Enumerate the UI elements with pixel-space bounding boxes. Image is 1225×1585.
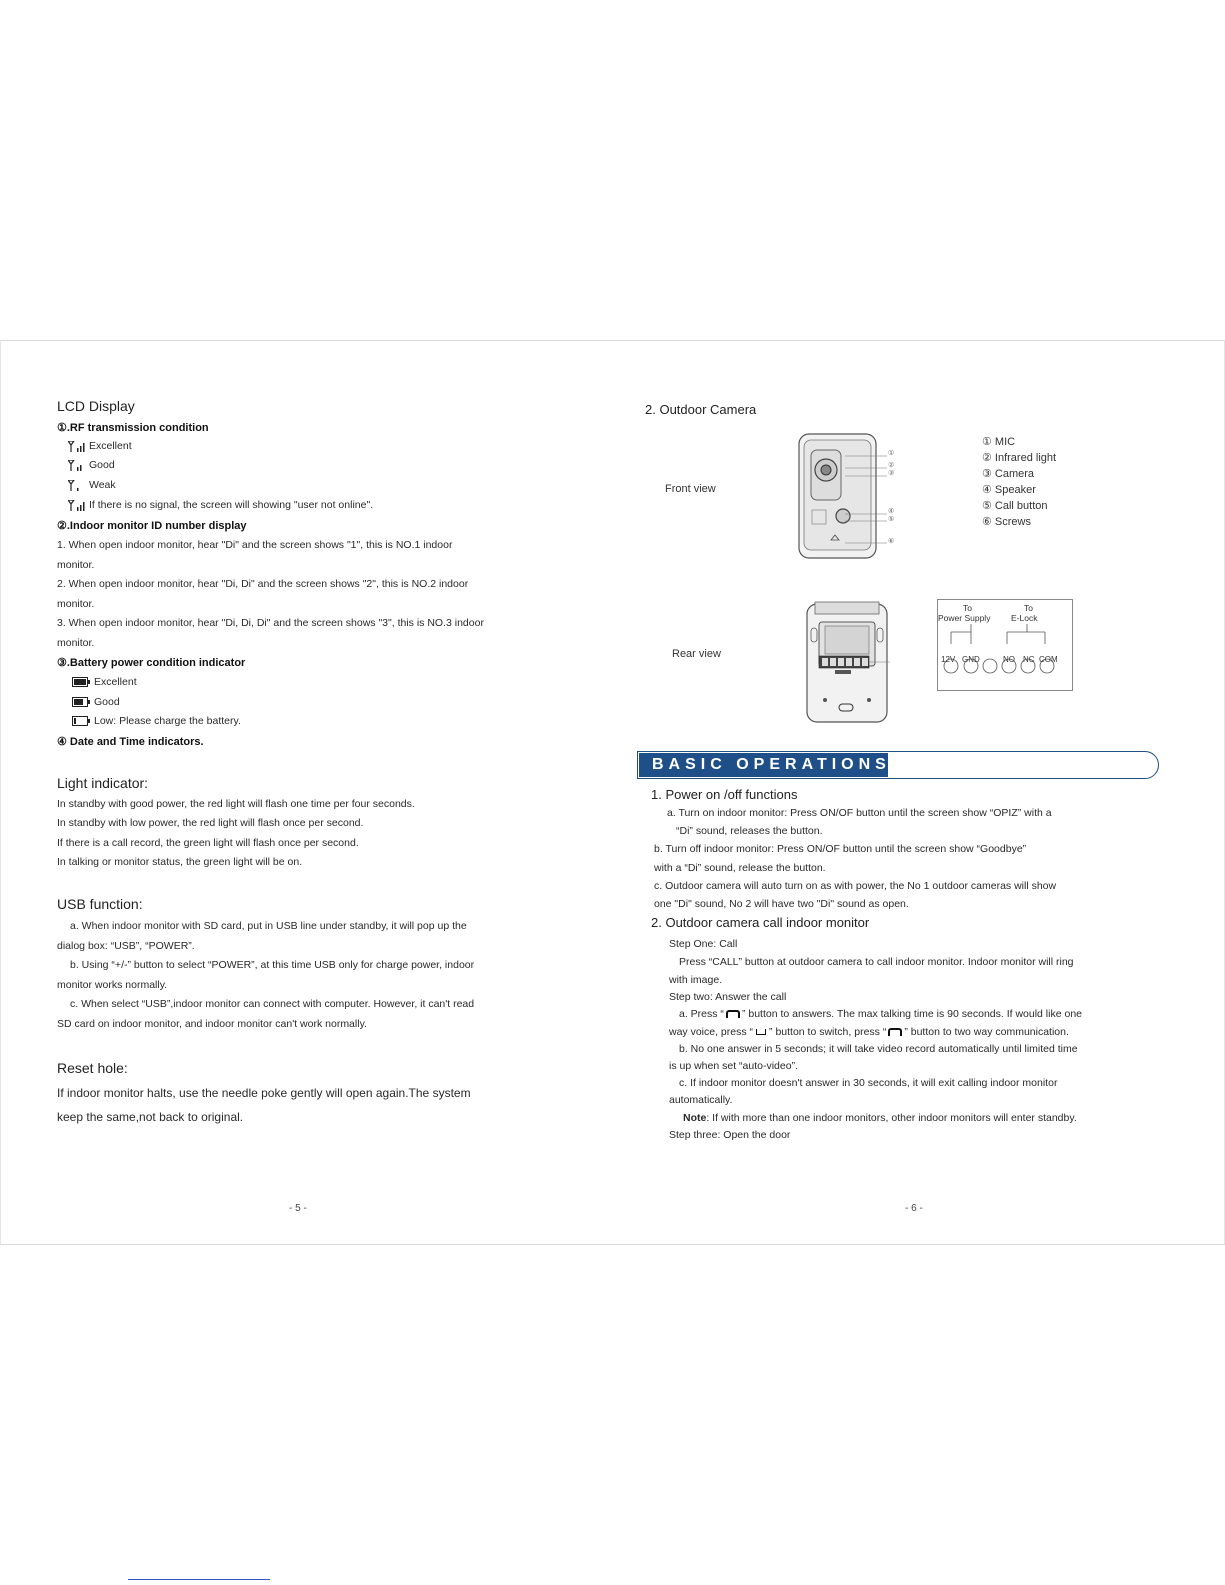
wiring-to-label: To [1024, 603, 1033, 613]
note-label: Note [683, 1112, 707, 1124]
signal-weak-icon [68, 480, 86, 491]
battery-full-icon [72, 677, 88, 687]
usb-line: a. When indoor monitor with SD card, put in USB line under standby, it will pop up the [70, 920, 467, 932]
battery-item-good [72, 696, 120, 708]
note-text: : If with more than one indoor monitors, other indoor monitors will enter standby. [706, 1112, 1077, 1124]
battery-low-icon [72, 716, 88, 726]
reset-line: If indoor monitor halts, use the needle poke gently will open again.The system [57, 1086, 471, 1100]
page-number-right: - 6 - [905, 1203, 923, 1214]
terminal-no: NO [1003, 655, 1015, 664]
front-view-label: Front view [665, 483, 716, 495]
phone-handset-icon [888, 1028, 902, 1036]
battery-item-label: Low: Please charge the battery. [94, 715, 241, 727]
terminal-12v: 12V [941, 655, 956, 664]
step-one-line: with image. [669, 974, 723, 986]
callout-labels [888, 450, 894, 546]
callout-number: ② [888, 462, 895, 469]
call-section-title: 2. Outdoor camera call indoor monitor [651, 915, 870, 930]
step-two-answer-line [679, 1008, 1082, 1020]
rf-item-excellent [68, 440, 132, 452]
text-fragment: ” button to switch, press “ [769, 1026, 887, 1038]
light-indicator-title: Light indicator: [57, 775, 149, 791]
rf-item-label: Good [89, 459, 115, 471]
power-line: with a “Di” sound, release the button. [654, 862, 826, 874]
power-line: b. Turn off indoor monitor: Press ON/OF button until the screen show “Goodbye” [654, 843, 1027, 855]
rf-item-label: Excellent [89, 440, 132, 452]
id-line: 2. When open indoor monitor, hear "Di, Di" and the screen shows "2", this is NO.2 indoor [57, 578, 469, 590]
step-two-label: Step two: Answer the call [669, 991, 787, 1003]
light-line: In talking or monitor status, the green light will be on. [57, 856, 303, 868]
battery-item-label: Good [94, 696, 120, 708]
text-fragment: ” button to answers. The max talking time is 90 seconds. If would like one [741, 1008, 1082, 1020]
speaker-switch-icon [756, 1029, 766, 1035]
step-one-label: Step One: Call [669, 938, 738, 950]
battery-good-icon [72, 697, 88, 707]
usb-line: monitor works normally. [57, 979, 168, 991]
rf-item-label: If there is no signal, the screen will showing "user not online". [89, 499, 374, 511]
light-line: In standby with good power, the red light will flash one time per four seconds. [57, 798, 415, 810]
step-two-line: b. No one answer in 5 seconds; it will take video record automatically until limited time [679, 1043, 1078, 1055]
wiring-elock-label: E-Lock [1011, 613, 1038, 623]
callout-number: ⑤ [888, 516, 895, 523]
reset-line: keep the same,not back to original. [57, 1110, 244, 1124]
text-fragment: way voice, press “ [669, 1026, 754, 1038]
legend-camera: ③ Camera [982, 468, 1035, 480]
signal-none-icon [68, 500, 86, 511]
callout-number: ④ [888, 508, 895, 515]
rf-item-label: Weak [89, 479, 116, 491]
usb-line: c. When select “USB”,indoor monitor can connect with computer. However, it can't read [70, 998, 475, 1010]
terminal-nc: NC [1023, 655, 1035, 664]
rf-item-good [68, 459, 115, 471]
callout-number: ③ [888, 470, 895, 477]
step-three-label: Step three: Open the door [669, 1129, 791, 1141]
rf-heading: ①.RF transmission condition [57, 422, 209, 434]
date-time-heading: ④ Date and Time indicators. [57, 736, 204, 748]
id-heading: ②.Indoor monitor ID number display [57, 520, 247, 532]
power-functions-title: 1. Power on /off functions [651, 787, 798, 802]
footer-link-underline [128, 1579, 270, 1580]
rf-item-no-signal [68, 499, 373, 511]
parts-legend [982, 434, 1056, 530]
callout-number: ⑥ [888, 538, 895, 545]
note-line [683, 1112, 1077, 1124]
power-line: a. Turn on indoor monitor: Press ON/OF button until the screen show “OPIZ” with a [667, 807, 1052, 819]
terminal-gnd: GND [962, 655, 980, 664]
id-line: monitor. [57, 637, 95, 649]
text-fragment: ” button to two way communication. [904, 1026, 1069, 1038]
phone-handset-icon [726, 1010, 740, 1018]
light-line: If there is a call record, the green light will flash once per second. [57, 837, 359, 849]
reset-hole-title: Reset hole: [57, 1060, 128, 1076]
battery-item-low [72, 715, 241, 727]
step-two-voice-line [669, 1026, 1069, 1038]
signal-full-icon [68, 441, 86, 452]
usb-line: b. Using “+/-” button to select “POWER”, at this time USB only for charge power, indoor [70, 959, 475, 971]
step-two-line: is up when set “auto-video”. [669, 1060, 798, 1072]
wiring-power-supply-label: Power Supply [938, 613, 991, 623]
usb-function-title: USB function: [57, 896, 143, 912]
rf-item-weak [68, 479, 116, 491]
lcd-display-title: LCD Display [57, 398, 135, 414]
outdoor-camera-title: 2. Outdoor Camera [645, 402, 757, 417]
page-number-left: - 5 - [289, 1203, 307, 1214]
id-line: 1. When open indoor monitor, hear "Di" and the screen shows "1", this is NO.1 indoor [57, 539, 453, 551]
light-line: In standby with low power, the red light will flash once per second. [57, 817, 364, 829]
power-line: one "Di" sound, No 2 will have two "Di" sound as open. [654, 898, 909, 910]
callout-lines [845, 448, 905, 550]
battery-item-excellent [72, 676, 137, 688]
callout-number: ① [888, 450, 895, 457]
camera-rear-drawing [805, 600, 890, 725]
power-line: “Di” sound, releases the button. [676, 825, 823, 837]
power-line: c. Outdoor camera will auto turn on as with power, the No 1 outdoor cameras will show [654, 880, 1057, 892]
legend-call-button: ⑤ Call button [982, 500, 1048, 512]
wiring-to-label: To [963, 603, 972, 613]
usb-line: dialog box: “USB”, “POWER”. [57, 940, 195, 952]
legend-infrared-light: ② Infrared light [982, 452, 1057, 464]
wiring-diagram [937, 622, 1071, 682]
section-banner-title: BASIC OPERATIONS [652, 756, 891, 773]
text-fragment: a. Press “ [679, 1008, 724, 1020]
step-two-line: c. If indoor monitor doesn't answer in 30 seconds, it will exit calling indoor monitor [679, 1077, 1058, 1089]
rear-view-label: Rear view [672, 648, 721, 660]
id-line: monitor. [57, 559, 95, 571]
legend-speaker: ④ Speaker [982, 484, 1036, 496]
terminal-com: COM [1039, 655, 1058, 664]
step-two-line: automatically. [669, 1094, 733, 1106]
id-line: 3. When open indoor monitor, hear "Di, Di, Di" and the screen shows "3", this is NO.3 indoor [57, 617, 484, 629]
usb-line: SD card on indoor monitor, and indoor monitor can't work normally. [57, 1018, 367, 1030]
id-line: monitor. [57, 598, 95, 610]
battery-heading: ③.Battery power condition indicator [57, 657, 246, 669]
legend-screws: ⑥ Screws [982, 516, 1031, 528]
legend-mic: ① MIC [982, 436, 1016, 448]
step-one-line: Press “CALL” button at outdoor camera to call indoor monitor. Indoor monitor will ring [679, 956, 1074, 968]
signal-good-icon [68, 460, 86, 471]
battery-item-label: Excellent [94, 676, 137, 688]
